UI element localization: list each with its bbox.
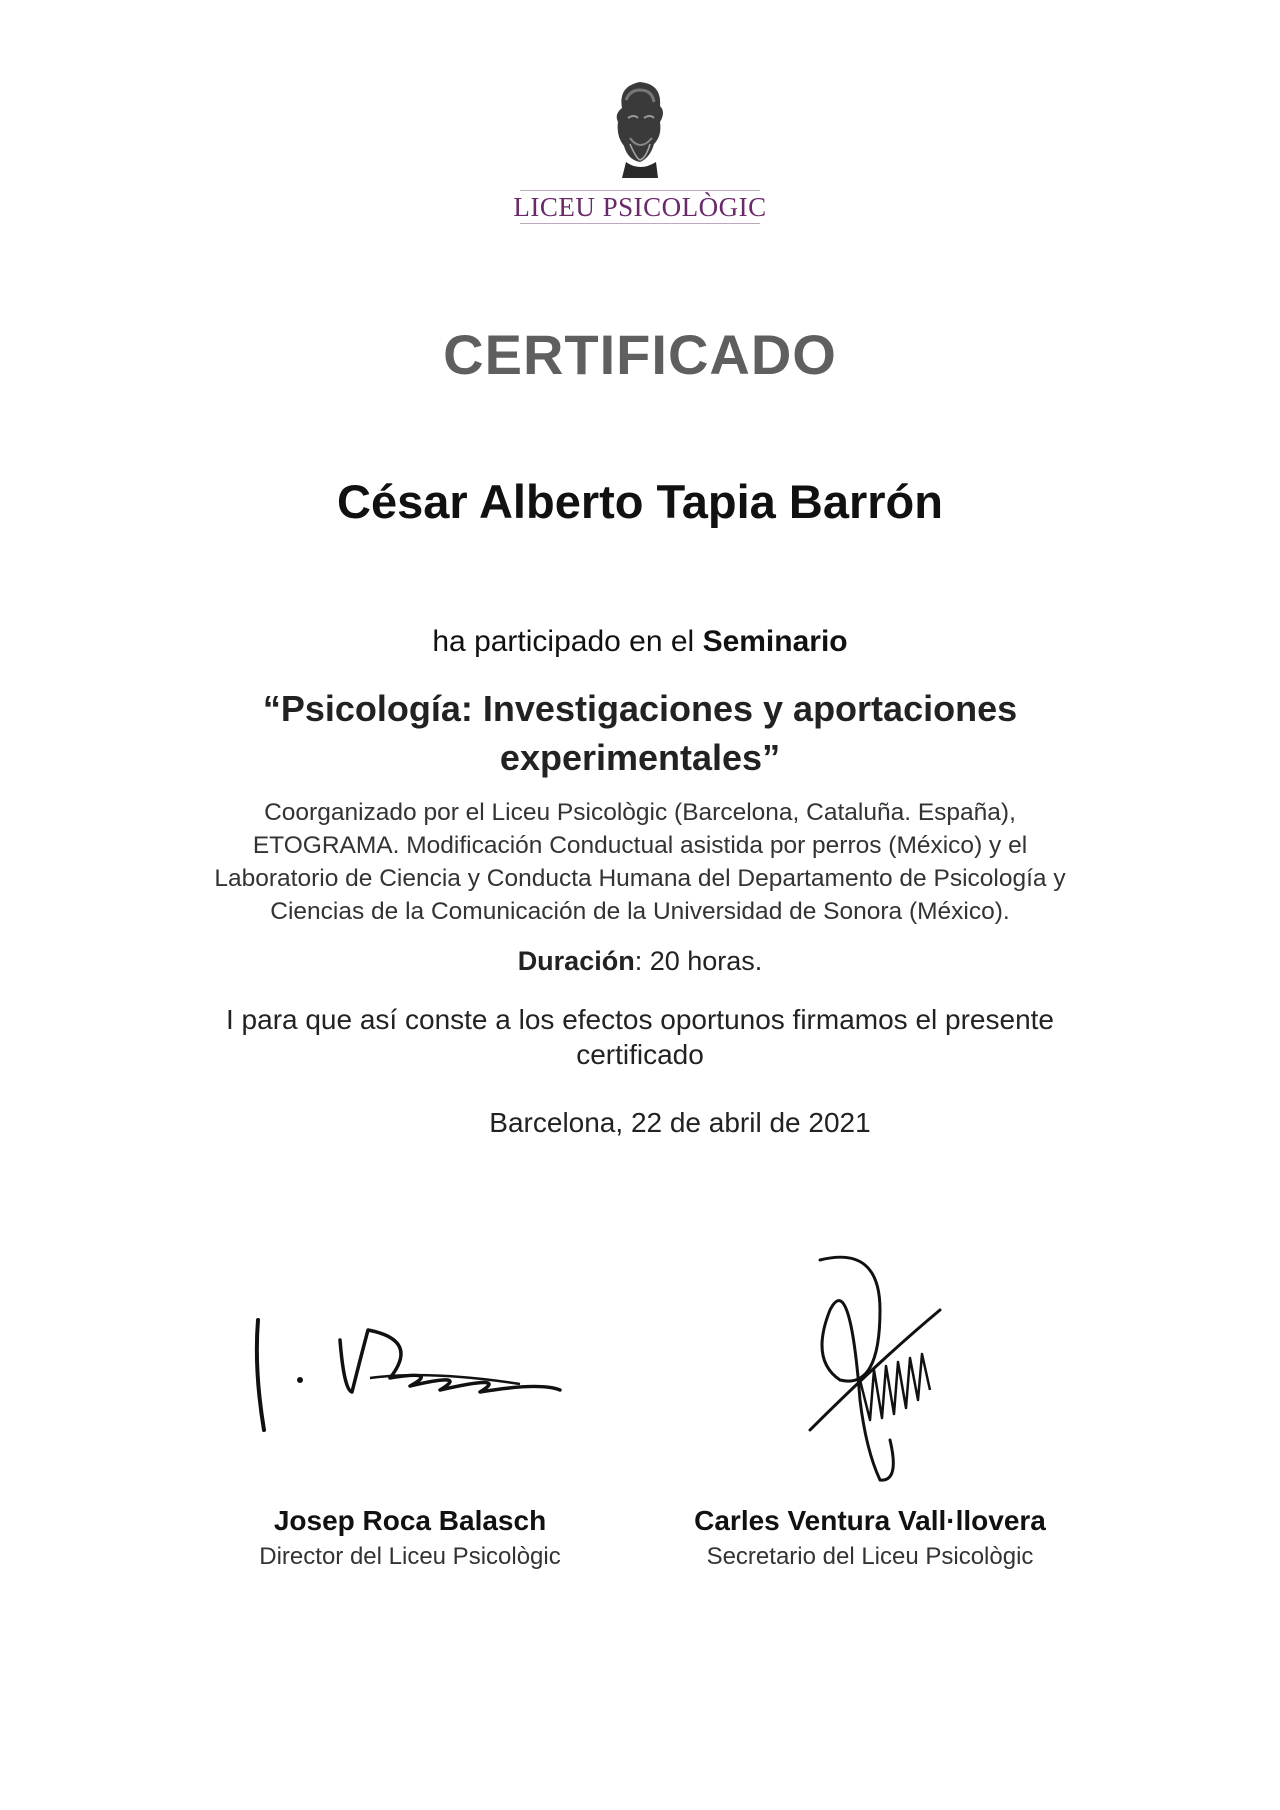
logo-text: LICEU PSICOLÒGIC [513, 192, 767, 222]
coorganizers-line: Laboratorio de Ciencia y Conducta Humana del Departamento de Psicología y [214, 865, 1066, 892]
signature-director [240, 1300, 570, 1450]
duration [0, 946, 1280, 977]
event-type: Seminario [702, 625, 848, 658]
philosopher-bust-icon [600, 78, 680, 182]
coorganizers-line: Ciencias de la Comunicación de la Universidad de Sonora (México). [270, 898, 1010, 925]
logo-rule-top [520, 190, 760, 191]
signature-secretary [800, 1250, 950, 1490]
coorganizers-line: ETOGRAMA. Modificación Conductual asistida por perros (México) y el [252, 832, 1028, 859]
closing-statement [0, 1002, 1280, 1072]
signatory-role: Director del Liceu Psicològic [259, 1543, 561, 1570]
signatory-director [210, 1505, 610, 1571]
duration-label: Duración [517, 946, 635, 976]
seminar-title [0, 684, 1280, 782]
participation-line [0, 625, 1280, 659]
participation-prefix: ha participado en el [432, 625, 703, 658]
recipient-name: César Alberto Tapia Barrón [337, 475, 943, 528]
signatory-secretary [660, 1505, 1080, 1571]
coorganizers-line: Coorganizado por el Liceu Psicològic (Barcelona, Cataluña. España), [264, 799, 1016, 826]
seminar-title-line: experimentales” [499, 737, 781, 778]
closing-line: certificado [576, 1039, 704, 1070]
signatory-name: Josep Roca Balasch [273, 1505, 547, 1536]
duration-value: : 20 horas. [634, 946, 763, 976]
signatory-name: Carles Ventura Vall·llovera [694, 1505, 1046, 1536]
logo-rule-bottom [520, 223, 760, 224]
signatory-role: Secretario del Liceu Psicològic [706, 1543, 1034, 1570]
seminar-title-line: “Psicología: Investigaciones y aportaciones [262, 688, 1018, 729]
issue-date: Barcelona, 22 de abril de 2021 [489, 1107, 871, 1138]
certificate-title: CERTIFICADO [443, 323, 837, 386]
closing-line: I para que así conste a los efectos oportunos firmamos el presente [225, 1004, 1054, 1035]
coorganizers-paragraph [0, 796, 1280, 928]
